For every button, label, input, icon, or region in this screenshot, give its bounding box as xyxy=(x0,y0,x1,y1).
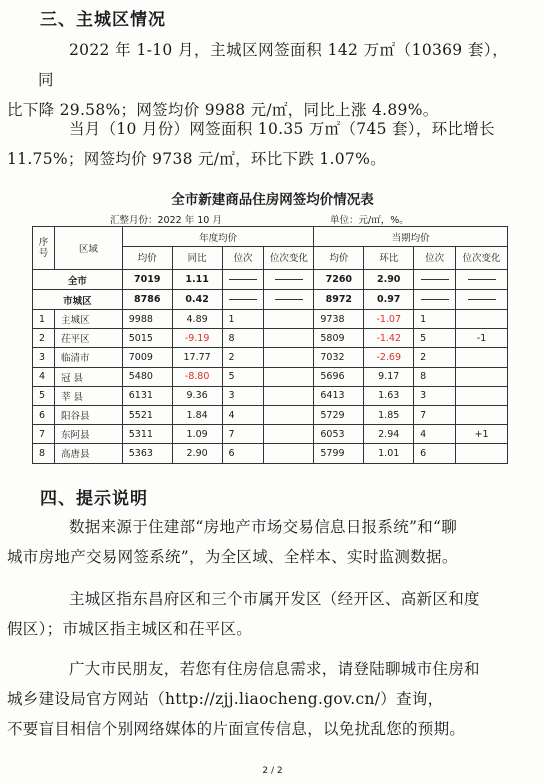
cell-mom: 2.90 xyxy=(364,270,414,290)
table-row xyxy=(33,348,508,367)
cell-yoy: 0.42 xyxy=(172,290,222,310)
header-mom: 环比 xyxy=(364,247,414,270)
summary-row xyxy=(33,270,508,290)
cell-mom: -1.07 xyxy=(364,310,414,329)
dash-divider xyxy=(421,299,449,300)
cell-rank-change xyxy=(264,329,314,348)
table-row xyxy=(33,386,508,405)
cell-rank-current-empty xyxy=(414,270,456,290)
price-table xyxy=(32,226,508,464)
cell-region: 冠 县 xyxy=(54,367,122,386)
cell-rank-change xyxy=(264,425,314,444)
table-row xyxy=(33,425,508,444)
cell-yoy: -9.19 xyxy=(172,329,222,348)
cell-rank-change-empty xyxy=(264,270,314,290)
table-row xyxy=(33,444,508,463)
dash-divider xyxy=(421,279,449,280)
header-rank: 位次 xyxy=(222,247,264,270)
cell-rank: 1 xyxy=(222,310,264,329)
cell-avg: 6131 xyxy=(122,386,172,405)
table-row xyxy=(33,310,508,329)
cell-rank: 2 xyxy=(222,348,264,367)
cell-rank-current: 7 xyxy=(414,405,456,424)
cell-seq: 6 xyxy=(33,405,55,424)
cell-mom: 0.97 xyxy=(364,290,414,310)
cell-yoy: 2.90 xyxy=(172,444,222,463)
cell-rank-change-current xyxy=(456,386,508,405)
dash-divider xyxy=(275,279,303,280)
cell-seq: 3 xyxy=(33,348,55,367)
cell-rank-change-current xyxy=(456,310,508,329)
header-rank-change: 位次变化 xyxy=(264,247,314,270)
dash-divider xyxy=(229,279,257,280)
cell-avg: 7019 xyxy=(122,270,172,290)
cell-avg-current: 8972 xyxy=(314,290,364,310)
section-4-paragraph-2 xyxy=(7,584,508,644)
cell-avg-current: 9738 xyxy=(314,310,364,329)
cell-avg: 5311 xyxy=(122,425,172,444)
cell-region: 主城区 xyxy=(54,310,122,329)
cell-seq: 4 xyxy=(33,367,55,386)
cell-rank-current: 2 xyxy=(414,348,456,367)
cell-mom: -1.42 xyxy=(364,329,414,348)
cell-rank: 8 xyxy=(222,329,264,348)
cell-rank-change xyxy=(264,310,314,329)
cell-region: 高唐县 xyxy=(54,444,122,463)
table-header-row xyxy=(33,227,508,247)
cell-seq: 2 xyxy=(33,329,55,348)
cell-rank-change-empty xyxy=(264,290,314,310)
cell-mom: 1.63 xyxy=(364,386,414,405)
section-3-paragraph-2 xyxy=(7,114,508,174)
section-4-paragraph-1 xyxy=(7,512,508,572)
text-line: 不要盲目相信个别网络媒体的片面宣传信息，以免扰乱您的预期。 xyxy=(7,720,466,738)
cell-mom: 2.94 xyxy=(364,425,414,444)
cell-avg-current: 5799 xyxy=(314,444,364,463)
cell-rank-current: 5 xyxy=(414,329,456,348)
summary-row xyxy=(33,290,508,310)
text-line: 主城区指东昌府区和三个市属开发区（经开区、高新区和度 xyxy=(69,590,480,608)
cell-rank: 5 xyxy=(222,367,264,386)
cell-rank-change-current xyxy=(456,348,508,367)
cell-avg: 5015 xyxy=(122,329,172,348)
text-line: 11.75%；网签均价 9738 元/㎡，环比下跌 1.07%。 xyxy=(7,150,386,168)
cell-region: 临清市 xyxy=(54,348,122,367)
header-region: 区域 xyxy=(54,227,122,270)
cell-avg: 8786 xyxy=(122,290,172,310)
table-row xyxy=(33,367,508,386)
header-avg-current: 均价 xyxy=(314,247,364,270)
cell-rank: 3 xyxy=(222,386,264,405)
table-title: 全市新建商品住房网签均价情况表 xyxy=(171,192,374,208)
text-line: 当月（10 月份）网签面积 10.35 万㎡（745 套），环比增长 xyxy=(69,120,495,138)
cell-yoy: 9.36 xyxy=(172,386,222,405)
text-line: 城乡建设局官方网站（http://zjj.liaocheng.gov.cn/）查询， xyxy=(7,690,444,708)
header-rank-current: 位次 xyxy=(414,247,456,270)
cell-region: 全市 xyxy=(33,270,123,290)
header-seq: 序号 xyxy=(33,227,55,270)
cell-yoy: 4.89 xyxy=(172,310,222,329)
cell-rank-current: 4 xyxy=(414,425,456,444)
cell-seq: 5 xyxy=(33,386,55,405)
cell-avg-current: 7260 xyxy=(314,270,364,290)
cell-avg-current: 5729 xyxy=(314,405,364,424)
cell-avg-current: 5809 xyxy=(314,329,364,348)
cell-avg: 9988 xyxy=(122,310,172,329)
cell-yoy: 1.11 xyxy=(172,270,222,290)
cell-mom: 9.17 xyxy=(364,367,414,386)
text-line: 2022 年 1-10 月，主城区网签面积 142 万㎡（10369 套），同 xyxy=(38,41,508,89)
cell-region: 阳谷县 xyxy=(54,405,122,424)
text-line: 广大市民朋友，若您有住房信息需求，请登陆聊城市住房和 xyxy=(69,660,480,678)
cell-mom: 1.85 xyxy=(364,405,414,424)
cell-rank-change-current xyxy=(456,444,508,463)
cell-rank-change xyxy=(264,405,314,424)
cell-rank-change xyxy=(264,386,314,405)
cell-rank-change-current xyxy=(456,405,508,424)
header-current: 当期均价 xyxy=(314,227,508,247)
cell-seq: 7 xyxy=(33,425,55,444)
dash-divider xyxy=(468,299,496,300)
dash-divider xyxy=(229,299,257,300)
table-row xyxy=(33,329,508,348)
section-4-heading: 四、提示说明 xyxy=(40,489,148,509)
section-3-heading: 三、主城区情况 xyxy=(40,10,166,30)
table-row xyxy=(33,405,508,424)
cell-avg: 5363 xyxy=(122,444,172,463)
cell-rank-change-current-empty xyxy=(456,290,508,310)
cell-rank-empty xyxy=(222,270,264,290)
cell-seq: 1 xyxy=(33,310,55,329)
cell-rank-current: 1 xyxy=(414,310,456,329)
cell-yoy: -8.80 xyxy=(172,367,222,386)
cell-avg-current: 5696 xyxy=(314,367,364,386)
cell-seq: 8 xyxy=(33,444,55,463)
cell-rank-change xyxy=(264,367,314,386)
cell-avg: 7009 xyxy=(122,348,172,367)
cell-yoy: 1.09 xyxy=(172,425,222,444)
cell-avg: 5480 xyxy=(122,367,172,386)
text-line: 城市房地产交易网签系统”，为全区域、全样本、实时监测数据。 xyxy=(7,548,458,566)
cell-avg-current: 6053 xyxy=(314,425,364,444)
cell-rank-change-current-empty xyxy=(456,270,508,290)
cell-region: 市城区 xyxy=(33,290,123,310)
header-rank-change-current: 位次变化 xyxy=(456,247,508,270)
cell-region: 茌平区 xyxy=(54,329,122,348)
cell-yoy: 17.77 xyxy=(172,348,222,367)
cell-rank-change-current: +1 xyxy=(456,425,508,444)
cell-rank-change-current: -1 xyxy=(456,329,508,348)
header-avg: 均价 xyxy=(122,247,172,270)
text-line: 比下降 29.58%；网签均价 9988 元/㎡，同比上涨 4.89%。 xyxy=(7,101,439,119)
cell-rank: 6 xyxy=(222,444,264,463)
text-line: 数据来源于住建部“房地产市场交易信息日报系统”和“聊 xyxy=(69,518,458,536)
cell-avg-current: 6413 xyxy=(314,386,364,405)
section-3-paragraph-1 xyxy=(7,35,508,125)
cell-region: 东阿县 xyxy=(54,425,122,444)
cell-yoy: 1.84 xyxy=(172,405,222,424)
cell-rank: 7 xyxy=(222,425,264,444)
dash-divider xyxy=(275,299,303,300)
cell-avg-current: 7032 xyxy=(314,348,364,367)
cell-mom: 1.01 xyxy=(364,444,414,463)
cell-rank-current: 3 xyxy=(414,386,456,405)
cell-avg: 5521 xyxy=(122,405,172,424)
cell-rank-current: 6 xyxy=(414,444,456,463)
cell-mom: -2.69 xyxy=(364,348,414,367)
header-annual: 年度均价 xyxy=(122,227,314,247)
page-number: 2 / 2 xyxy=(262,766,283,776)
cell-rank-current-empty xyxy=(414,290,456,310)
cell-rank-empty xyxy=(222,290,264,310)
table-month-label: 汇整月份：2022 年 10 月 xyxy=(110,215,222,226)
cell-rank-change xyxy=(264,348,314,367)
section-4-paragraph-3 xyxy=(7,654,508,744)
cell-rank: 4 xyxy=(222,405,264,424)
header-yoy: 同比 xyxy=(172,247,222,270)
dash-divider xyxy=(468,279,496,280)
text-line: 假区）；市城区指主城区和茌平区。 xyxy=(7,620,253,638)
cell-rank-current: 8 xyxy=(414,367,456,386)
cell-region: 莘 县 xyxy=(54,386,122,405)
cell-rank-change xyxy=(264,444,314,463)
cell-rank-change-current xyxy=(456,367,508,386)
table-unit-label: 单位：元/㎡，%。 xyxy=(330,215,409,226)
